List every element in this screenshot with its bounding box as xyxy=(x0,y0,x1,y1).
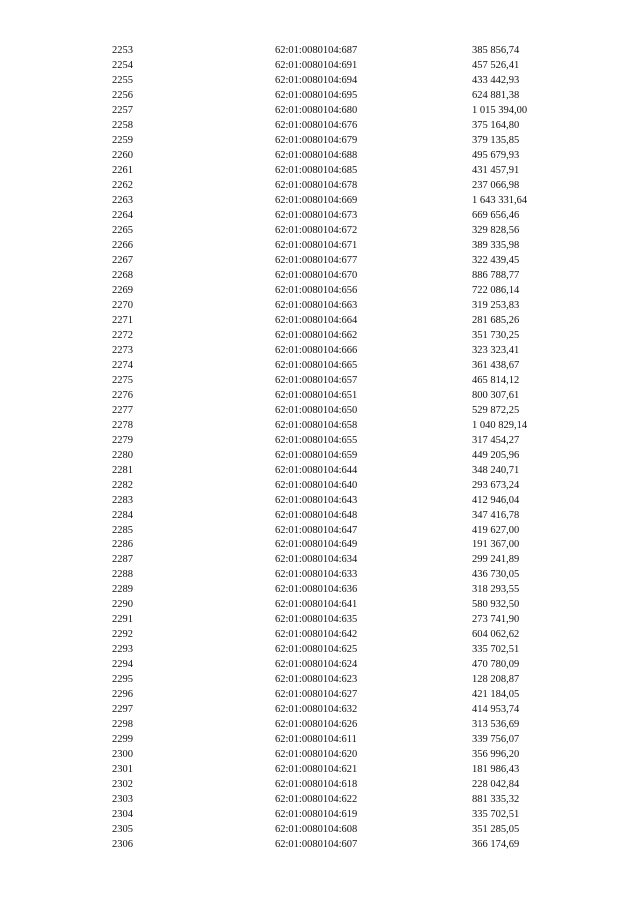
value-cell: 495 679,93 xyxy=(472,149,520,161)
row-number-cell: 2267 xyxy=(112,254,133,266)
table-row xyxy=(112,688,572,703)
cadastral-number-cell: 62:01:0080104:695 xyxy=(275,89,358,101)
table-row xyxy=(112,838,572,853)
value-cell: 228 042,84 xyxy=(472,779,520,791)
row-number-cell: 2280 xyxy=(112,449,133,461)
row-number-cell: 2302 xyxy=(112,779,133,791)
table-row xyxy=(112,658,572,673)
value-cell: 323 323,41 xyxy=(472,344,520,356)
table-row xyxy=(112,299,572,314)
table-row xyxy=(112,434,572,449)
value-cell: 313 536,69 xyxy=(472,719,520,731)
cadastral-number-cell: 62:01:0080104:677 xyxy=(275,254,358,266)
value-cell: 1 643 331,64 xyxy=(472,194,528,206)
value-cell: 361 438,67 xyxy=(472,359,520,371)
cadastral-number-cell: 62:01:0080104:673 xyxy=(275,209,358,221)
table-row xyxy=(112,164,572,179)
row-number-cell: 2305 xyxy=(112,824,133,836)
value-cell: 624 881,38 xyxy=(472,89,520,101)
value-cell: 457 526,41 xyxy=(472,59,520,71)
cadastral-number-cell: 62:01:0080104:691 xyxy=(275,59,358,71)
value-cell: 470 780,09 xyxy=(472,659,520,671)
row-number-cell: 2278 xyxy=(112,419,133,431)
row-number-cell: 2304 xyxy=(112,809,133,821)
data-table xyxy=(112,44,572,853)
table-row xyxy=(112,479,572,494)
value-cell: 348 240,71 xyxy=(472,464,520,476)
table-row xyxy=(112,89,572,104)
cadastral-number-cell: 62:01:0080104:685 xyxy=(275,164,358,176)
table-row xyxy=(112,374,572,389)
table-row xyxy=(112,703,572,718)
value-cell: 329 828,56 xyxy=(472,224,520,236)
row-number-cell: 2290 xyxy=(112,599,133,611)
table-row xyxy=(112,763,572,778)
table-row xyxy=(112,793,572,808)
value-cell: 351 730,25 xyxy=(472,329,520,341)
value-cell: 375 164,80 xyxy=(472,119,520,131)
table-row xyxy=(112,718,572,733)
row-number-cell: 2254 xyxy=(112,59,133,71)
row-number-cell: 2292 xyxy=(112,629,133,641)
cadastral-number-cell: 62:01:0080104:632 xyxy=(275,704,358,716)
row-number-cell: 2289 xyxy=(112,584,133,596)
value-cell: 322 439,45 xyxy=(472,254,520,266)
table-row xyxy=(112,464,572,479)
value-cell: 237 066,98 xyxy=(472,179,520,191)
cadastral-number-cell: 62:01:0080104:635 xyxy=(275,614,358,626)
cadastral-number-cell: 62:01:0080104:656 xyxy=(275,284,358,296)
cadastral-number-cell: 62:01:0080104:619 xyxy=(275,809,358,821)
cadastral-number-cell: 62:01:0080104:680 xyxy=(275,104,358,116)
table-body xyxy=(112,44,572,853)
cadastral-number-cell: 62:01:0080104:607 xyxy=(275,839,358,851)
row-number-cell: 2263 xyxy=(112,194,133,206)
row-number-cell: 2303 xyxy=(112,794,133,806)
table-row xyxy=(112,553,572,568)
row-number-cell: 2268 xyxy=(112,269,133,281)
row-number-cell: 2291 xyxy=(112,614,133,626)
value-cell: 318 293,55 xyxy=(472,584,520,596)
value-cell: 604 062,62 xyxy=(472,629,520,641)
table-row xyxy=(112,74,572,89)
row-number-cell: 2256 xyxy=(112,89,133,101)
row-number-cell: 2261 xyxy=(112,164,133,176)
value-cell: 351 285,05 xyxy=(472,824,520,836)
row-number-cell: 2259 xyxy=(112,134,133,146)
cadastral-number-cell: 62:01:0080104:625 xyxy=(275,644,358,656)
table-row xyxy=(112,44,572,59)
row-number-cell: 2298 xyxy=(112,719,133,731)
row-number-cell: 2266 xyxy=(112,239,133,251)
cadastral-number-cell: 62:01:0080104:621 xyxy=(275,764,358,776)
table-row xyxy=(112,149,572,164)
value-cell: 281 685,26 xyxy=(472,314,520,326)
cadastral-number-cell: 62:01:0080104:669 xyxy=(275,194,358,206)
cadastral-number-cell: 62:01:0080104:665 xyxy=(275,359,358,371)
value-cell: 317 454,27 xyxy=(472,434,520,446)
table-row xyxy=(112,568,572,583)
value-cell: 419 627,00 xyxy=(472,524,520,536)
cadastral-number-cell: 62:01:0080104:651 xyxy=(275,389,358,401)
row-number-cell: 2265 xyxy=(112,224,133,236)
cadastral-number-cell: 62:01:0080104:608 xyxy=(275,824,358,836)
table-row xyxy=(112,449,572,464)
table-row xyxy=(112,673,572,688)
row-number-cell: 2294 xyxy=(112,659,133,671)
cadastral-number-cell: 62:01:0080104:694 xyxy=(275,74,358,86)
cadastral-number-cell: 62:01:0080104:657 xyxy=(275,374,358,386)
cadastral-number-cell: 62:01:0080104:678 xyxy=(275,179,358,191)
value-cell: 1 040 829,14 xyxy=(472,419,528,431)
value-cell: 1 015 394,00 xyxy=(472,104,528,116)
row-number-cell: 2300 xyxy=(112,749,133,761)
cadastral-number-cell: 62:01:0080104:641 xyxy=(275,599,358,611)
row-number-cell: 2277 xyxy=(112,404,133,416)
table-row xyxy=(112,209,572,224)
cadastral-number-cell: 62:01:0080104:634 xyxy=(275,554,358,566)
cadastral-number-cell: 62:01:0080104:679 xyxy=(275,134,358,146)
row-number-cell: 2275 xyxy=(112,374,133,386)
row-number-cell: 2270 xyxy=(112,299,133,311)
cadastral-number-cell: 62:01:0080104:688 xyxy=(275,149,358,161)
value-cell: 389 335,98 xyxy=(472,239,520,251)
cadastral-number-cell: 62:01:0080104:644 xyxy=(275,464,358,476)
table-row xyxy=(112,119,572,134)
cadastral-number-cell: 62:01:0080104:642 xyxy=(275,629,358,641)
table-row xyxy=(112,628,572,643)
table-row xyxy=(112,134,572,149)
cadastral-number-cell: 62:01:0080104:672 xyxy=(275,224,358,236)
value-cell: 379 135,85 xyxy=(472,134,520,146)
value-cell: 449 205,96 xyxy=(472,449,520,461)
table-row xyxy=(112,104,572,119)
table-row xyxy=(112,419,572,434)
row-number-cell: 2272 xyxy=(112,329,133,341)
row-number-cell: 2296 xyxy=(112,689,133,701)
table-row xyxy=(112,538,572,553)
row-number-cell: 2288 xyxy=(112,569,133,581)
cadastral-number-cell: 62:01:0080104:664 xyxy=(275,314,358,326)
row-number-cell: 2299 xyxy=(112,734,133,746)
row-number-cell: 2283 xyxy=(112,494,133,506)
table-row xyxy=(112,59,572,74)
row-number-cell: 2306 xyxy=(112,839,133,851)
row-number-cell: 2285 xyxy=(112,524,133,536)
value-cell: 293 673,24 xyxy=(472,479,520,491)
value-cell: 722 086,14 xyxy=(472,284,520,296)
table-row xyxy=(112,269,572,284)
cadastral-number-cell: 62:01:0080104:671 xyxy=(275,239,358,251)
cadastral-number-cell: 62:01:0080104:659 xyxy=(275,449,358,461)
table-row xyxy=(112,359,572,374)
value-cell: 414 953,74 xyxy=(472,704,520,716)
row-number-cell: 2262 xyxy=(112,179,133,191)
value-cell: 128 208,87 xyxy=(472,674,520,686)
cadastral-number-cell: 62:01:0080104:655 xyxy=(275,434,358,446)
value-cell: 431 457,91 xyxy=(472,164,520,176)
table-row xyxy=(112,613,572,628)
cadastral-number-cell: 62:01:0080104:623 xyxy=(275,674,358,686)
value-cell: 436 730,05 xyxy=(472,569,520,581)
value-cell: 319 253,83 xyxy=(472,299,520,311)
row-number-cell: 2295 xyxy=(112,674,133,686)
table-row xyxy=(112,823,572,838)
cadastral-number-cell: 62:01:0080104:611 xyxy=(275,734,357,746)
cadastral-number-cell: 62:01:0080104:636 xyxy=(275,584,358,596)
table-row xyxy=(112,344,572,359)
cadastral-number-cell: 62:01:0080104:618 xyxy=(275,779,358,791)
cadastral-number-cell: 62:01:0080104:624 xyxy=(275,659,358,671)
value-cell: 465 814,12 xyxy=(472,374,520,386)
value-cell: 385 856,74 xyxy=(472,45,520,56)
cadastral-number-cell: 62:01:0080104:626 xyxy=(275,719,358,731)
table-row xyxy=(112,404,572,419)
row-number-cell: 2276 xyxy=(112,389,133,401)
table-row xyxy=(112,524,572,539)
cadastral-number-cell: 62:01:0080104:658 xyxy=(275,419,358,431)
table-row xyxy=(112,329,572,344)
table-row xyxy=(112,254,572,269)
cadastral-number-cell: 62:01:0080104:662 xyxy=(275,329,358,341)
table-row xyxy=(112,808,572,823)
table-row xyxy=(112,778,572,793)
table-row xyxy=(112,733,572,748)
value-cell: 347 416,78 xyxy=(472,509,520,521)
table-row xyxy=(112,748,572,763)
value-cell: 335 702,51 xyxy=(472,644,520,656)
value-cell: 299 241,89 xyxy=(472,554,520,566)
table-row xyxy=(112,284,572,299)
cadastral-number-cell: 62:01:0080104:647 xyxy=(275,524,358,536)
row-number-cell: 2297 xyxy=(112,704,133,716)
value-cell: 366 174,69 xyxy=(472,839,520,851)
table-row xyxy=(112,224,572,239)
value-cell: 356 996,20 xyxy=(472,749,520,761)
row-number-cell: 2269 xyxy=(112,284,133,296)
cadastral-number-cell: 62:01:0080104:649 xyxy=(275,539,358,551)
row-number-cell: 2264 xyxy=(112,209,133,221)
table-row xyxy=(112,314,572,329)
cadastral-number-cell: 62:01:0080104:670 xyxy=(275,269,358,281)
row-number-cell: 2282 xyxy=(112,479,133,491)
row-number-cell: 2301 xyxy=(112,764,133,776)
cadastral-number-cell: 62:01:0080104:666 xyxy=(275,344,358,356)
value-cell: 886 788,77 xyxy=(472,269,520,281)
value-cell: 339 756,07 xyxy=(472,734,520,746)
value-cell: 191 367,00 xyxy=(472,539,520,551)
row-number-cell: 2260 xyxy=(112,149,133,161)
cadastral-number-cell: 62:01:0080104:640 xyxy=(275,479,358,491)
value-cell: 529 872,25 xyxy=(472,404,520,416)
value-cell: 881 335,32 xyxy=(472,794,520,806)
cadastral-number-cell: 62:01:0080104:622 xyxy=(275,794,358,806)
value-cell: 669 656,46 xyxy=(472,209,520,221)
value-cell: 412 946,04 xyxy=(472,494,520,506)
table-row xyxy=(112,239,572,254)
row-number-cell: 2286 xyxy=(112,539,133,551)
value-cell: 580 932,50 xyxy=(472,599,520,611)
value-cell: 433 442,93 xyxy=(472,74,520,86)
row-number-cell: 2253 xyxy=(112,45,133,56)
value-cell: 181 986,43 xyxy=(472,764,520,776)
table-row xyxy=(112,583,572,598)
value-cell: 335 702,51 xyxy=(472,809,520,821)
table-row xyxy=(112,598,572,613)
table-row xyxy=(112,643,572,658)
row-number-cell: 2274 xyxy=(112,359,133,371)
cadastral-number-cell: 62:01:0080104:687 xyxy=(275,45,358,56)
table-row xyxy=(112,194,572,209)
row-number-cell: 2271 xyxy=(112,314,133,326)
cadastral-number-cell: 62:01:0080104:650 xyxy=(275,404,358,416)
table-row xyxy=(112,509,572,524)
cadastral-number-cell: 62:01:0080104:627 xyxy=(275,689,358,701)
value-cell: 421 184,05 xyxy=(472,689,520,701)
row-number-cell: 2284 xyxy=(112,509,133,521)
cadastral-number-cell: 62:01:0080104:648 xyxy=(275,509,358,521)
table-row xyxy=(112,179,572,194)
cadastral-number-cell: 62:01:0080104:676 xyxy=(275,119,358,131)
cadastral-number-cell: 62:01:0080104:620 xyxy=(275,749,358,761)
table-row xyxy=(112,389,572,404)
row-number-cell: 2273 xyxy=(112,344,133,356)
row-number-cell: 2279 xyxy=(112,434,133,446)
row-number-cell: 2287 xyxy=(112,554,133,566)
row-number-cell: 2293 xyxy=(112,644,133,656)
row-number-cell: 2257 xyxy=(112,104,133,116)
value-cell: 273 741,90 xyxy=(472,614,520,626)
cadastral-number-cell: 62:01:0080104:643 xyxy=(275,494,358,506)
cadastral-number-cell: 62:01:0080104:633 xyxy=(275,569,358,581)
cadastral-number-cell: 62:01:0080104:663 xyxy=(275,299,358,311)
table-row xyxy=(112,494,572,509)
row-number-cell: 2255 xyxy=(112,74,133,86)
row-number-cell: 2258 xyxy=(112,119,133,131)
row-number-cell: 2281 xyxy=(112,464,133,476)
value-cell: 800 307,61 xyxy=(472,389,520,401)
